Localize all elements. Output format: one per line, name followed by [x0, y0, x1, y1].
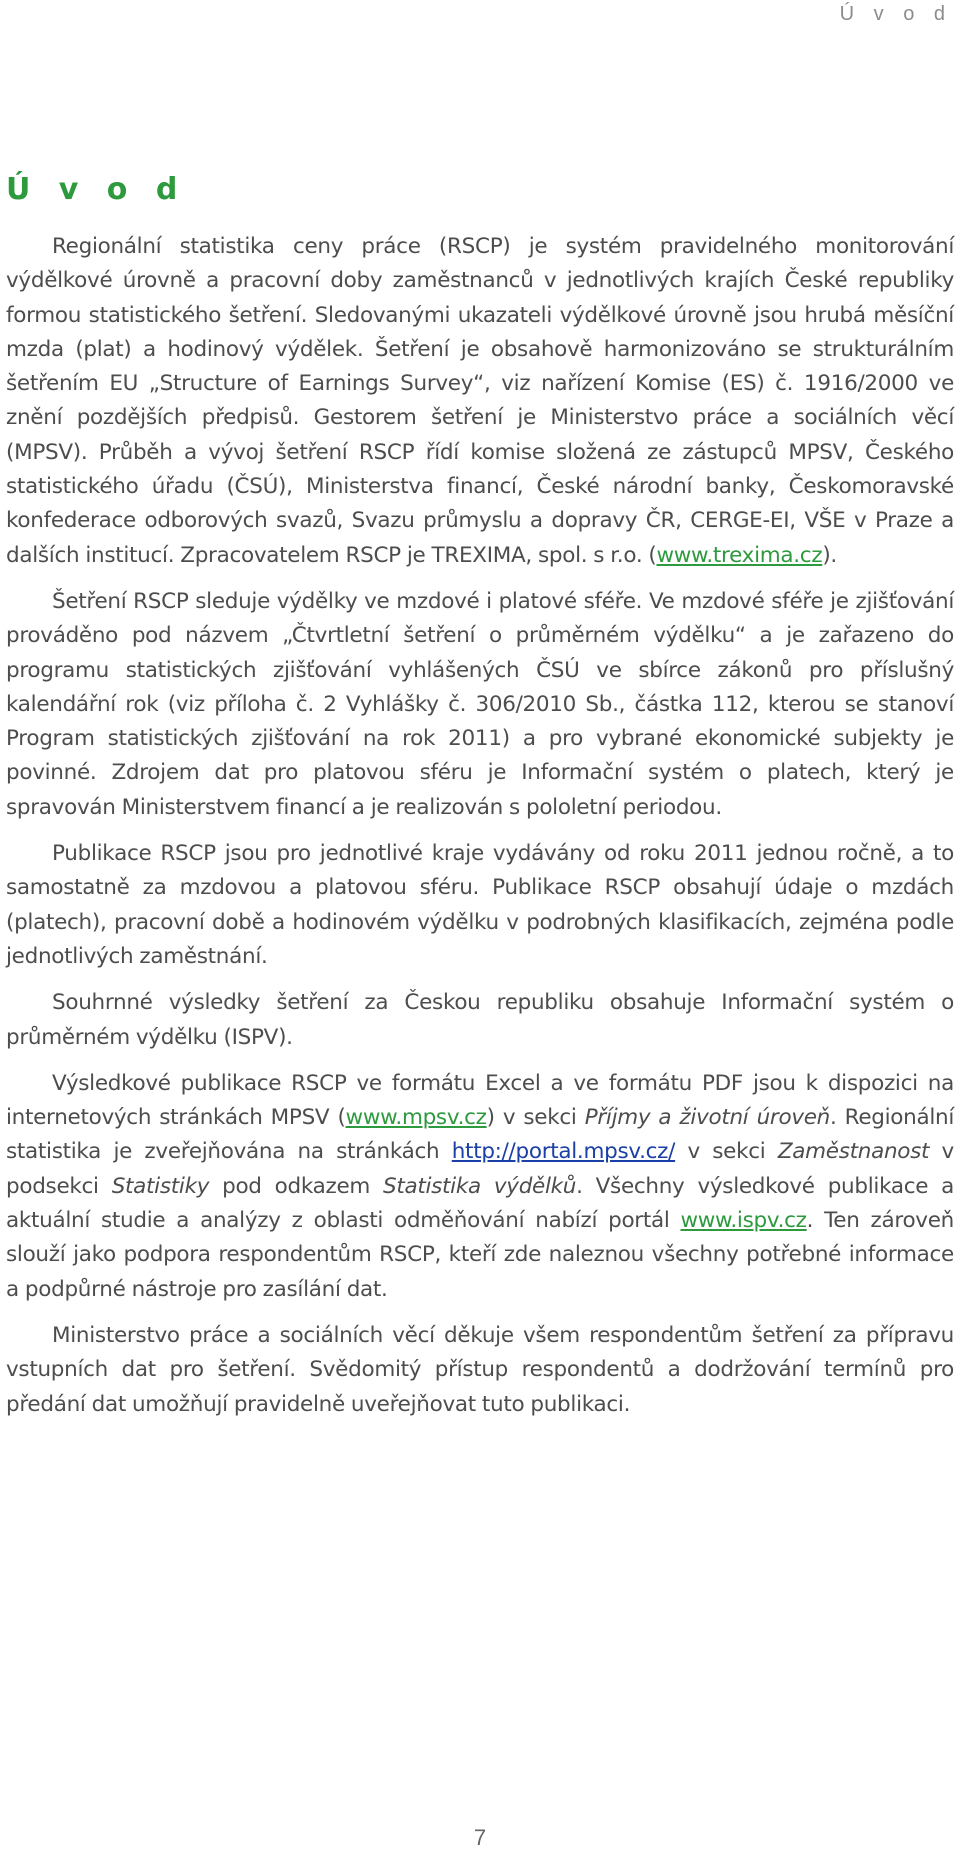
paragraph-text: ).	[822, 542, 837, 568]
mpsv-link[interactable]: www.mpsv.cz	[345, 1105, 487, 1131]
paragraph-summary: Souhrnné výsledky šetření za Českou republiku obsahuje Informační systém o průměrném výdělku (ISPV).	[6, 990, 954, 1050]
paragraph-publications: Publikace RSCP jsou pro jednotlivé kraje vydávány od roku 2011 jednou ročně, a to samostatně za mzdovou a platovou sféru. Publikace RSCP obsahují údaje o mzdách (platech), pracovní době a hodinovém výdělku v podrobných klasifikacích, zejména podle jednotlivých zaměstnání.	[6, 841, 954, 969]
section-name-income: Příjmy a životní úroveň	[584, 1105, 830, 1131]
ispv-link[interactable]: www.ispv.cz	[680, 1208, 807, 1234]
paragraph-text: ) v sekci	[486, 1105, 585, 1131]
paragraph-wage-sphere: Šetření RSCP sleduje výdělky ve mzdové i platové sféře. Ve mzdové sféře je zjišťování prováděno pod názvem „Čtvrtletní šetření o průměrném výdělku“ a je zařazeno do programu statistických zjišťování vyhlášených ČSÚ ve sbírce zákonů pro příslušný kalendářní rok (viz příloha č. 2 Vyhlášky č. 306/2010 Sb., částka 112, kterou se stanoví Program statistických zjišťování na rok 2011) a pro vybrané ekonomické subjekty je povinné. Zdrojem dat pro platovou sféru je Informační systém o platech, který je spravován Ministerstvem financí a je realizován s pololetní periodou.	[6, 588, 954, 820]
section-name-employment: Zaměstnanost	[777, 1139, 930, 1165]
paragraph-text: . Ten zároveň slouží jako podpora respondentům RSCP, kteří zde naleznou všechny potřebné informace a podpůrné nástroje pro zasílání dat.	[6, 1208, 954, 1302]
running-header: Ú v o d	[839, 3, 952, 25]
subsection-name-statistics: Statistiky	[111, 1173, 210, 1199]
paragraph-text: Výsledkové publikace RSCP ve formátu Excel a ve formátu PDF jsou k dispozici na internetových stránkách MPSV (	[6, 1070, 954, 1131]
trexima-link[interactable]: www.trexima.cz	[656, 542, 823, 568]
paragraph-text: v podsekci	[6, 1139, 954, 1199]
link-name-earnings-statistics: Statistika výdělků	[383, 1173, 577, 1199]
portal-mpsv-link[interactable]: http://portal.mpsv.cz/	[451, 1139, 676, 1165]
paragraph-text: Regionální statistika ceny práce (RSCP) je systém pravidelného monitorování výdělkové úrovně a pracovní doby zaměstnanců v jednotlivých krajích České republiky formou statistického šetření. Sledovanými ukazateli výdělkové úrovně jsou hrubá měsíční mzda (plat) a hodinový výdělek. Šetření je obsahově harmonizováno se strukturálním šetřením EU „Structure of Earnings Survey“, viz nařízení Komise (ES) č. 1916/2000 ve znění pozdějších předpisů. Gestorem šetření je Ministerstvo práce a sociálních věcí (MPSV). Průběh a vývoj šetření RSCP řídí komise složená ze zástupců MPSV, Českého statistického úřadu (ČSÚ), Ministerstva financí, České národní banky, Českomoravské konfederace odborových svazů, Svazu průmyslu a dopravy ČR, CERGE-EI, VŠE v Praze a dalších institucí. Zpracovatelem RSCP je TREXIMA, spol. s r.o. (	[6, 234, 954, 568]
section-title: Ú v o d	[6, 172, 187, 207]
paragraph-text: v sekci	[675, 1139, 778, 1165]
page-number: 7	[473, 1825, 487, 1850]
paragraph-acknowledgement: Ministerstvo práce a sociálních věcí děkuje všem respondentům šetření za přípravu vstupních dat pro šetření. Svědomitý přístup respondentů a dodržování termínů pro předání dat umožňují pravidelně uveřejňovat tuto publikaci.	[6, 1322, 954, 1417]
paragraph-text: pod odkazem	[209, 1173, 383, 1199]
paragraph-text: . Regionální statistika je zveřejňována na stránkách	[6, 1105, 955, 1165]
paragraph-availability	[6, 1067, 954, 1307]
paragraph-text: . Všechny výsledkové publikace a aktuální studie a analýzy z oblasti odměňování nabízí portál	[6, 1173, 955, 1234]
paragraph-intro	[6, 230, 954, 573]
document-body	[6, 230, 954, 1434]
